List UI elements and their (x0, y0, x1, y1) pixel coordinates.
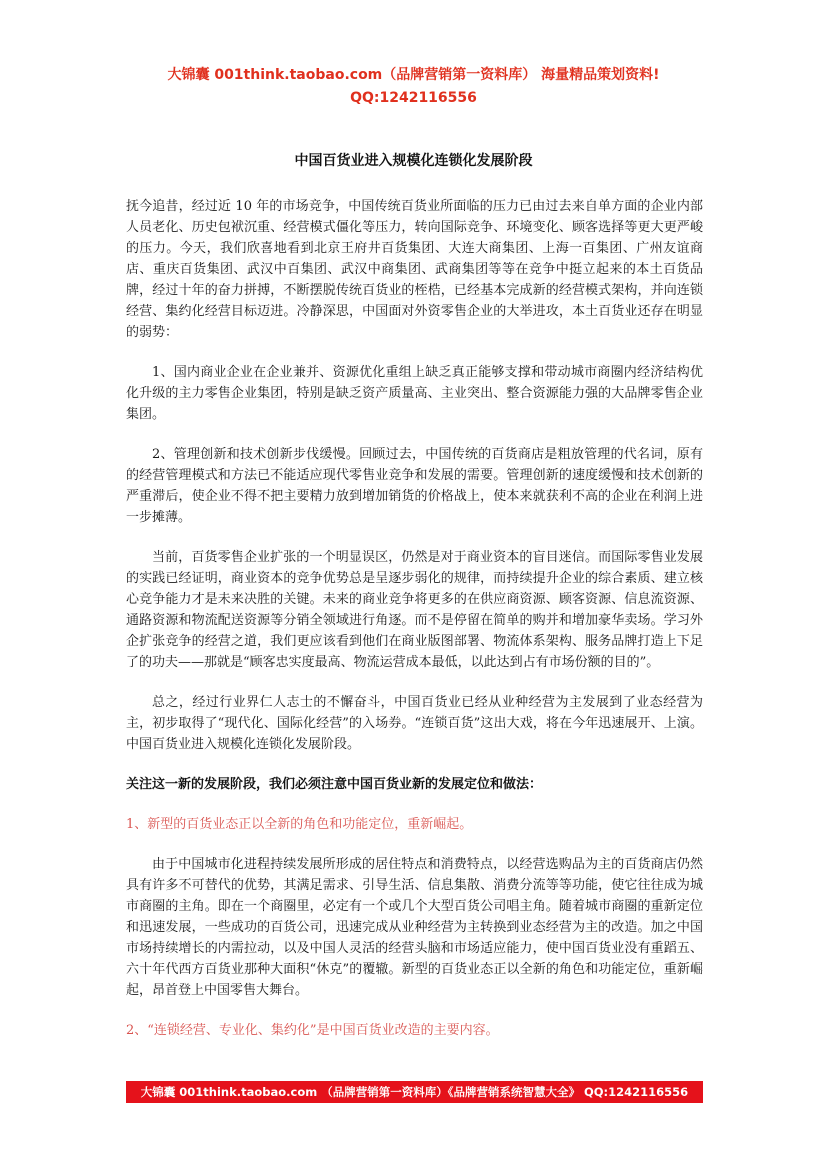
paragraph-conclusion: 总之，经过行业界仁人志士的不懈奋斗，中国百货业已经从业种经营为主发展到了业态经营为主，初步取得了“现代化、国际化经营”的入场券。“连锁百货”这出大戏，将在今年迅速展开、上演。中国百货业进入规模化连锁化发展阶段。 (126, 695, 703, 752)
paragraph-new-format: 由于中国城市化进程持续发展所形成的居住特点和消费特点，以经营选购品为主的百货商店仍然具有许多不可替代的优势，其满足需求、引导生活、信息集散、消费分流等等功能，使它往往成为城市商圈的主角。即在一个商圈里，必定有一个或几个大型百货公司唱主角。随着城市商圈的重新定位和迅速发展，一些成功的百货公司，迅速完成从业种经营为主转换到业态经营为主的改造。加之中国市场持续增长的内需拉动，以及中国人灵活的经营头脑和市场适应能力，使中国百货业没有重蹈五、六十年代西方百货业那种大面积“休克”的覆辙。新型的百货业态正以全新的角色和功能定位，重新崛起，昂首登上中国零售大舞台。 (126, 857, 703, 998)
footer-banner: 大锦囊 001think.taobao.com （品牌营销第一资料库）《品牌营销系统智慧大全》 QQ:1242116556 (126, 1081, 703, 1103)
paragraph-weakness-2: 2、管理创新和技术创新步伐缓慢。回顾过去，中国传统的百货商店是粗放管理的代名词，原有的经营管理模式和方法已不能适应现代零售业竞争和发展的需要。管理创新的速度缓慢和技术创新的严重滞后，使企业不得不把主要精力放到增加销货的价格战上，使本来就获利不高的企业在利润上进一步摊薄。 (126, 447, 703, 525)
section-heading: 关注这一新的发展阶段，我们必须注意中国百货业新的发展定位和做法： (126, 777, 543, 792)
document-title: 中国百货业进入规模化连锁化发展阶段 (294, 153, 533, 169)
subheading-1: 1、新型的百货业态正以全新的角色和功能定位，重新崛起。 (126, 817, 473, 832)
subheading-2: 2、“连锁经营、专业化、集约化”是中国百货业改造的主要内容。 (126, 1023, 499, 1038)
paragraph-expansion: 当前，百货零售企业扩张的一个明显误区，仍然是对于商业资本的盲目迷信。而国际零售业发展的实践已经证明，商业资本的竞争优势总是呈逐步弱化的规律，而持续提升企业的综合素质、建立核心竞争能力才是未来决胜的关键。未来的商业竞争将更多的在供应商资源、顾客资源、信息流资源、通路资源和物流配送资源等分销全领域进行角逐。而不是停留在简单的购并和增加豪华卖场。学习外企扩张竞争的经营之道，我们更应该看到他们在商业版图部署、物流体系架构、服务品牌打造上下足了的功夫——那就是“顾客忠实度最高、物流运营成本最低，以此达到占有市场份额的目的”。 (126, 550, 703, 670)
paragraph-intro: 抚今追昔，经过近 10 年的市场竞争，中国传统百货业所面临的压力已由过去来自单方面的企业内部人员老化、历史包袱沉重、经营模式僵化等压力，转向国际竞争、环境变化、顾客选择等更大更严峻的压力。今天，我们欣喜地看到北京王府井百货集团、大连大商集团、上海一百集团、广州友谊商店、重庆百货集团、武汉中百集团、武汉中商集团、武商集团等等在竞争中挺立起来的本土百货品牌，经过十年的奋力拼搏，不断摆脱传统百货业的桎梏，已经基本完成新的经营模式架构，并向连锁经营、集约化经营目标迈进。冷静深思，中国面对外资零售企业的大举进攻，本土百货业还存在明显的弱势： (126, 199, 703, 340)
document-body (126, 196, 703, 1060)
header-promo-line: 大锦囊 001think.taobao.com（品牌营销第一资料库） 海量精品策划资料! (167, 67, 660, 83)
paragraph-weakness-1: 1、国内商业企业在企业兼并、资源优化重组上缺乏真正能够支撑和带动城市商圈内经济结构优化升级的主力零售企业集团，特别是缺乏资产质量高、主业突出、整合资源能力强的大品牌零售企业集团。 (126, 365, 703, 422)
header-qq-line: QQ:1242116556 (350, 90, 477, 106)
